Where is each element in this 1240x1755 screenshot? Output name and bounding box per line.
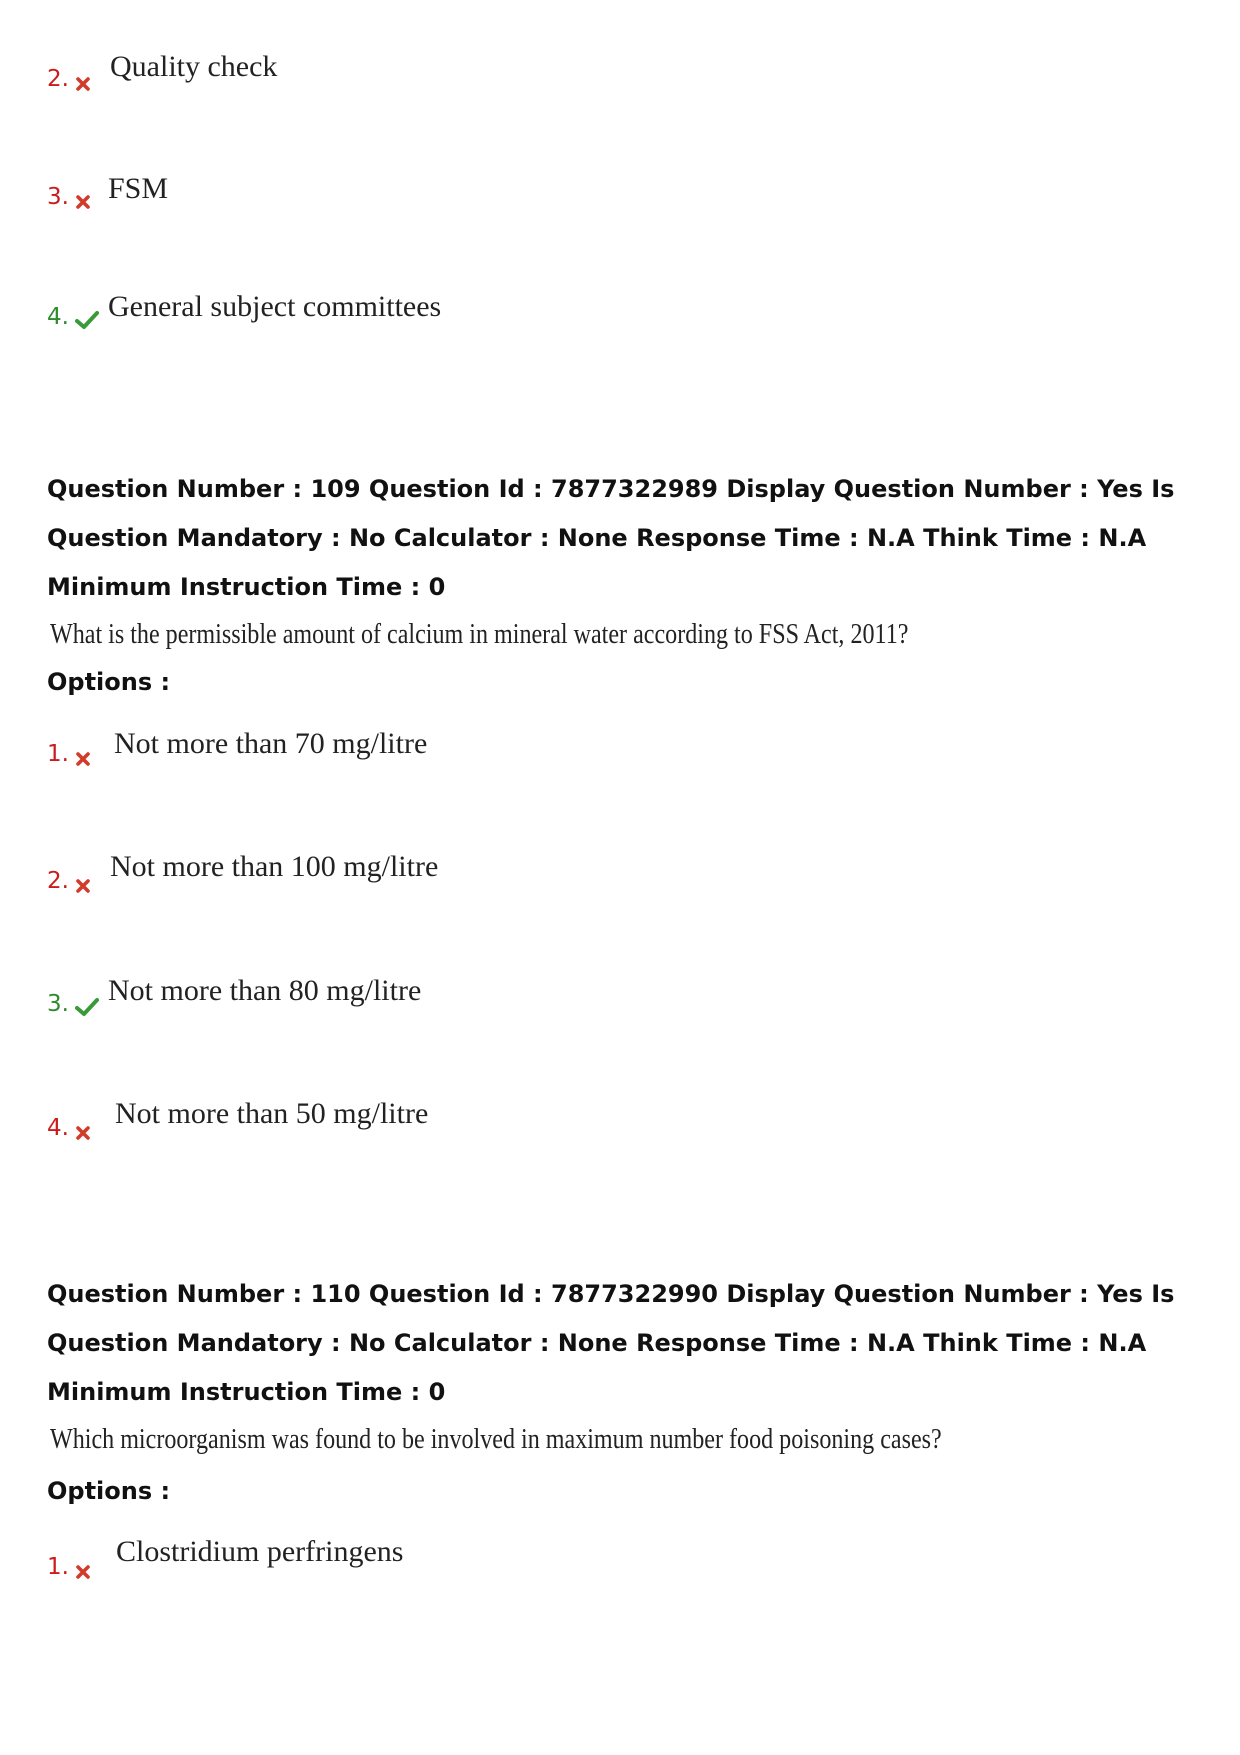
option-text: Not more than 50 mg/litre	[115, 1097, 429, 1130]
cross-icon	[75, 184, 99, 210]
option-text: General subject committees	[108, 290, 442, 323]
options-label: Options :	[47, 1477, 171, 1505]
option-number: 1.	[47, 1554, 69, 1580]
option-number: 2.	[47, 66, 69, 92]
option-item	[47, 977, 99, 1017]
option-number: 4.	[47, 1115, 69, 1141]
option-item	[47, 854, 99, 894]
cross-icon	[75, 1115, 99, 1141]
option-text: Not more than 80 mg/litre	[108, 974, 422, 1007]
option-text: FSM	[108, 172, 169, 205]
question-text: What is the permissible amount of calcium in mineral water according to FSS Act, 2011?	[50, 619, 909, 650]
option-item	[47, 170, 99, 210]
cross-icon	[75, 1554, 99, 1580]
option-item	[47, 290, 99, 330]
option-number: 3.	[47, 184, 69, 210]
option-text: Quality check	[110, 50, 278, 83]
question-text: Which microorganism was found to be involved in maximum number food poisoning cases?	[50, 1424, 942, 1455]
check-icon	[75, 304, 99, 330]
option-text: Not more than 100 mg/litre	[110, 850, 439, 883]
option-text: Clostridium perfringens	[116, 1535, 404, 1568]
options-label: Options :	[47, 668, 171, 696]
option-number: 1.	[47, 741, 69, 767]
question-meta: Question Number : 109 Question Id : 7877322989 Display Question Number : Yes Is Question Mandatory : No Calculator : None Response Time : N.A Think Time : N.A Minimum Instruction Time : 0	[47, 475, 1175, 601]
option-item	[47, 1101, 99, 1141]
option-item	[47, 727, 99, 767]
check-icon	[75, 991, 99, 1017]
cross-icon	[75, 66, 99, 92]
option-number: 2.	[47, 868, 69, 894]
option-text: Not more than 70 mg/litre	[114, 727, 428, 760]
option-number: 4.	[47, 304, 69, 330]
cross-icon	[75, 868, 99, 894]
option-item	[47, 1540, 99, 1580]
cross-icon	[75, 741, 99, 767]
option-item	[47, 52, 99, 92]
question-meta: Question Number : 110 Question Id : 7877322990 Display Question Number : Yes Is Question Mandatory : No Calculator : None Response Time : N.A Think Time : N.A Minimum Instruction Time : 0	[47, 1280, 1175, 1406]
option-number: 3.	[47, 991, 69, 1017]
